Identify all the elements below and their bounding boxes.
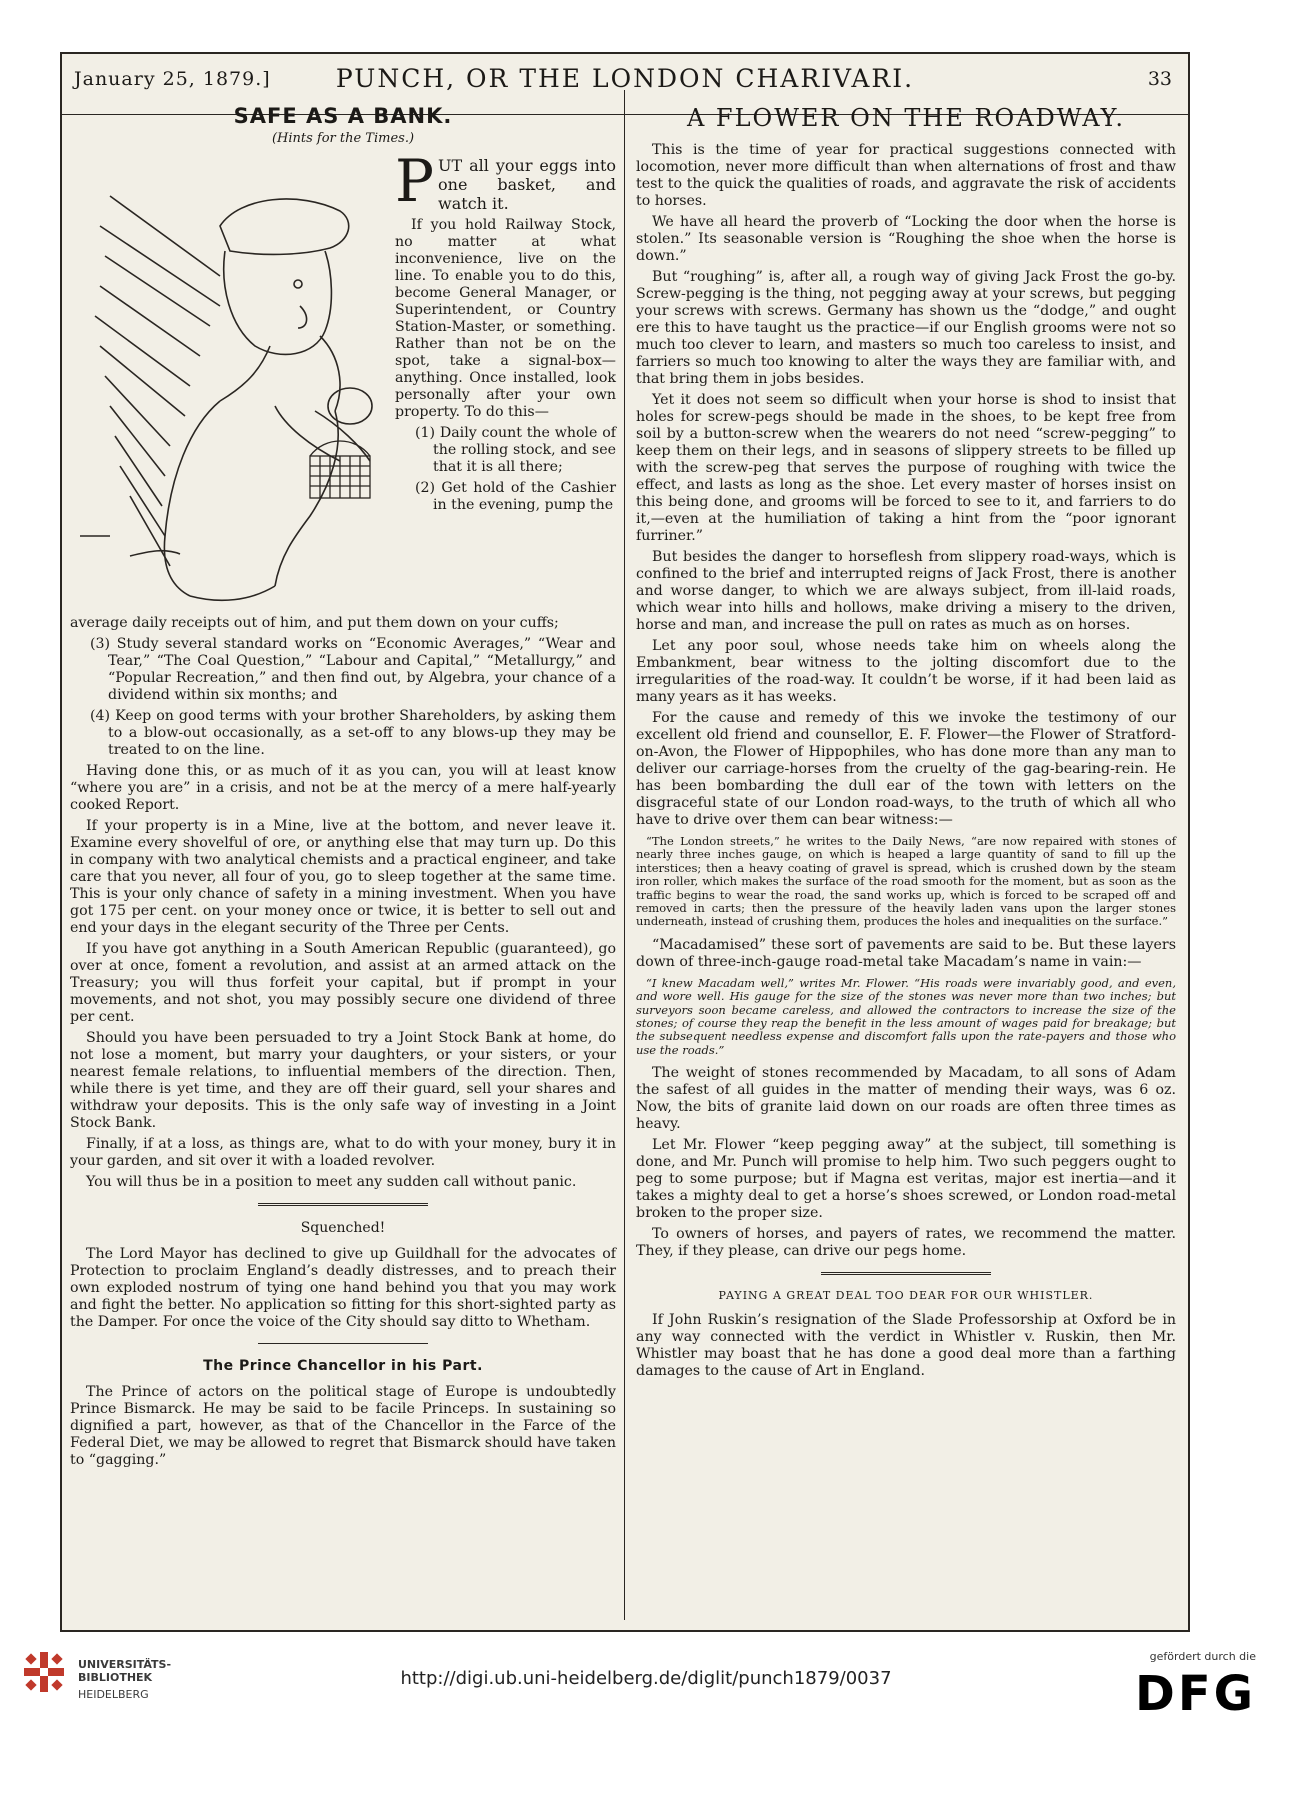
- paragraph: For the cause and remedy of this we invoke the testimony of our excellent old friend and counsellor, E. F. Flower—the Flower of Stratford-on-Avon, the Flower of Hippophiles, who has done more than any man to deliver our carriage-horses from the cruelty of the gag-bearing-rein. He has been bombarding the dull ear of the town with letters on the disgraceful state of our London road-ways, to the truth of which all who have to drive over them can bear witness:—: [636, 710, 1176, 828]
- section-divider: [258, 1343, 428, 1344]
- list-continued: average daily receipts out of him, and put them down on your cuffs;: [70, 615, 559, 631]
- source-url-link[interactable]: http://digi.ub.uni-heidelberg.de/diglit/punch1879/0037: [400, 1668, 892, 1689]
- dfg-logo: DFG: [1134, 1666, 1256, 1722]
- paragraph: Let any poor soul, whose needs take him on wheels along the Embankment, bear witness to the jolting discomfort due to the irregularities of the road-way. It couldn’t be worse, if it had been laid as many years as it has weeks.: [636, 638, 1176, 705]
- quote-daily-news: “The London streets,” he writes to the Daily News, “are now repaired with stones of nearly three inches gauge, on which is heaped a large quantity of sand to fill up the interstices; then a heavy coating of gravel is spread, which is crushed down by the steam iron roller, which makes the surface of the road smooth for the moment, but as soon as the traffic begins to wear the road, the sand works up, which is forced to be scraped off and removed in carts; then the pressure of the heavily laden vans upon the larger stones underneath, instead of crushing them, produces the holes and inequalities on the surface.”: [636, 834, 1176, 929]
- article-title-flower-on-roadway: A FLOWER ON THE ROADWAY.: [686, 104, 1126, 132]
- drop-cap: P: [395, 147, 435, 215]
- intro-text: UT all your eggs into one basket, and watch it.: [438, 156, 616, 213]
- paragraph: If your property is in a Mine, live at the bottom, and never leave it. Examine every shovelful of ore, or anything else that may turn up. Do this in company with two analytical chemists and a practical engineer, and take care that you never, all four of you, go to sleep together at the same time. This is your only chance of safety in a mining investment. When you have got 175 per cent. on your money once or twice, it is better to sell out and end your days in the elegant security of the Three per Cents.: [70, 818, 616, 936]
- paragraph: We have all heard the proverb of “Locking the door when the horse is stolen.” Its seasonable version is “Roughing the shoe when the horse is down.”: [636, 214, 1176, 264]
- man-with-basket-illustration: [70, 156, 390, 616]
- library-city: HEIDELBERG: [78, 1688, 149, 1701]
- library-name-line1: UNIVERSITÄTS-: [78, 1658, 172, 1671]
- article-title-safe-as-a-bank: SAFE AS A BANK.: [233, 104, 453, 128]
- paragraph: You will thus be in a position to meet any sudden call without panic.: [86, 1174, 577, 1190]
- section-divider: [258, 1203, 428, 1206]
- list-item-4: (4) Keep on good terms with your brother Shareholders, by asking them to a blow-out occasionally, as a set-off to any blows-up they may be treated to on the line.: [90, 708, 616, 758]
- squenched-text: The Lord Mayor has declined to give up Guildhall for the advocates of Protection to proclaim England’s deadly distresses, and to preach their own exploded nostrum of tying one hand behind you that you may work and fight the better. No application so fitting for this short-sighted party as the Damper. For once the voice of the City should say ditto to Whetham.: [70, 1246, 616, 1330]
- paragraph: But “roughing” is, after all, a rough way of giving Jack Frost the go-by. Screw-pegging is the thing, not pegging away at your screws, but pegging your screws with screws. Germany has shown us the “dodge,” and ought ere this to have taught us the practice—if our English grooms were not so much too clever to learn, and masters so much too careless to insist, and farriers so much too knowing to alter the ways they are familiar with, and that bring them in jobs besides.: [636, 269, 1176, 387]
- intro-paragraph: [395, 147, 616, 215]
- page-number: 33: [1147, 68, 1172, 90]
- right-column: [636, 102, 1176, 1384]
- paragraph: Should you have been persuaded to try a Joint Stock Bank at home, do not lose a moment, but marry your daughters, or your sisters, or your nearest female relations, to influential members of the direction. Then, while there is yet time, and they are off their guard, sell your shares and withdraw your deposits. This is the only safe way of investing in a Joint Stock Bank.: [70, 1030, 616, 1131]
- whistler-text: If John Ruskin’s resignation of the Slade Professorship at Oxford be in any way connected with the verdict in Whistler v. Ruskin, then Mr. Whistler may boast that he has done a good deal more than a farthing damages to the cause of Art in England.: [636, 1312, 1176, 1380]
- squenched-title: Squenched!: [300, 1220, 386, 1236]
- publication-title: PUNCH, OR THE LONDON CHARIVARI.: [335, 64, 915, 93]
- newspaper-page: [60, 52, 1190, 1632]
- article-subtitle: (Hints for the Times.): [271, 131, 415, 146]
- list-item-3: (3) Study several standard works on “Economic Averages,” “Wear and Tear,” “The Coal Question,” “Labour and Capital,” “Metallurgy,” and “Popular Recreation,” and then find out, by Algebra, your chance of a dividend within six months; and: [90, 636, 616, 703]
- whistler-title: PAYING A GREAT DEAL TOO DEAR FOR OUR WHISTLER.: [718, 1289, 1094, 1303]
- illustration-block: [70, 147, 616, 621]
- funded-by-label: gefördert durch die: [1149, 1650, 1256, 1663]
- prince-text: The Prince of actors on the political stage of Europe is undoubtedly Prince Bismarck. He may be said to be facile Princeps. In sustaining so dignified a part, however, as that of the Chancellor in the Farce of the Federal Diet, we may be allowed to regret that Bismarck should have taken to “gagging.”: [70, 1384, 616, 1468]
- paragraph: Let Mr. Flower “keep pegging away” at the subject, till something is done, and Mr. Punch will promise to help him. Two such peggers ought to peg to some purpose; but if Magna est veritas, major est inertia—and it takes a mighty deal to get a horse’s shoes screwed, or London road-metal broken to the proper size.: [636, 1137, 1176, 1222]
- paragraph: “Macadamised” these sort of pavements are said to be. But these layers down of three-inch-gauge road-metal take Macadam’s name in vain:—: [636, 936, 1176, 970]
- paragraph: To owners of horses, and payers of rates, we recommend the matter. They, if they please, can drive our pegs home.: [636, 1226, 1176, 1260]
- paragraph: If you have got anything in a South American Republic (guaranteed), go over at once, foment a revolution, and assist at an armed attack on the Treasury; you will thus forfeit your capital, but if prompt in your movements, and not shot, you may possibly secure one dividend of three per cent.: [70, 941, 616, 1025]
- left-column: [70, 102, 616, 1473]
- paragraph: This is the time of year for practical suggestions connected with locomotion, never more difficult than when alternations of frost and thaw test to the quick the qualities of roads, and aggravate the risk of accidents to horses.: [636, 142, 1176, 209]
- quote-flower: “I knew Macadam well,” writes Mr. Flower. “His roads were invariably good, and even, and wore well. His gauge for the size of the stones was never more than two inches; but surveyors soon became careless, and allowed the contractors to increase the size of the stones; of course they reap the benefit in the less amount of wages paid for breakage; but the subsequent needless expense and discomfort falls upon the rate-payers and those who use the roads.”: [636, 975, 1176, 1057]
- paragraph: The weight of stones recommended by Macadam, to all sons of Adam the safest of all guides in the matter of mending their ways, was 6 oz. Now, the bits of granite laid down on our roads are often three times as heavy.: [636, 1065, 1176, 1133]
- paragraph: But besides the danger to horseflesh from slippery road-ways, which is confined to the brief and interrupted reigns of Jack Frost, there is another and worse danger, to which we are always subject, from ill-laid roads, which wear into hills and hollows, make driving a misery to the driven, horse and man, and increase the pull on rates as much as on horses.: [636, 549, 1176, 633]
- digitization-footer: [0, 1640, 1292, 1795]
- issue-date: January 25, 1879.]: [74, 68, 271, 90]
- prince-title: The Prince Chancellor in his Part.: [203, 1358, 483, 1374]
- paragraph: Finally, if at a loss, as things are, what to do with your money, bury it in your garden, and sit over it with a loaded revolver.: [70, 1136, 616, 1169]
- list-item-1: (1) Daily count the whole of the rolling stock, and see that it is all there;: [415, 425, 616, 475]
- paragraph: Yet it does not seem so difficult when your horse is shod to insist that holes for screw-pegs should be made in the shoes, to be kept free from soil by a button-screw when the wearers do not need “screw-pegging” to keep them on their legs, and in seasons of slippery streets to be filled up with the screw-peg that serves the purpose of roughing with twice the effect, and lasts as long as the shoe. Let every master of horses insist on this being done, and grooms will be forced to see to it, and farriers to do it,—even at the humiliation of taking a hint from the “poor ignorant furriner.”: [636, 392, 1176, 544]
- column-divider: [624, 90, 625, 1620]
- railway-paragraph: If you hold Railway Stock, no matter at what inconvenience, live on the line. To enable you to do this, become General Manager, or Superintendent, or Country Station-Master, or something. Rather than not be on the spot, take a signal-box—anything. Once installed, look personally after your own property. To do this—: [395, 217, 616, 420]
- section-divider: [821, 1272, 991, 1275]
- paragraph: Having done this, or as much of it as you can, you will at least know “where you are” in a crisis, and not be at the mercy of a mere half-yearly cooked Report.: [70, 763, 616, 813]
- list-item-2: (2) Get hold of the Cashier in the evening, pump the: [415, 480, 616, 513]
- illustration-side-text: [395, 147, 616, 518]
- library-name-line2: BIBLIOTHEK: [78, 1671, 153, 1684]
